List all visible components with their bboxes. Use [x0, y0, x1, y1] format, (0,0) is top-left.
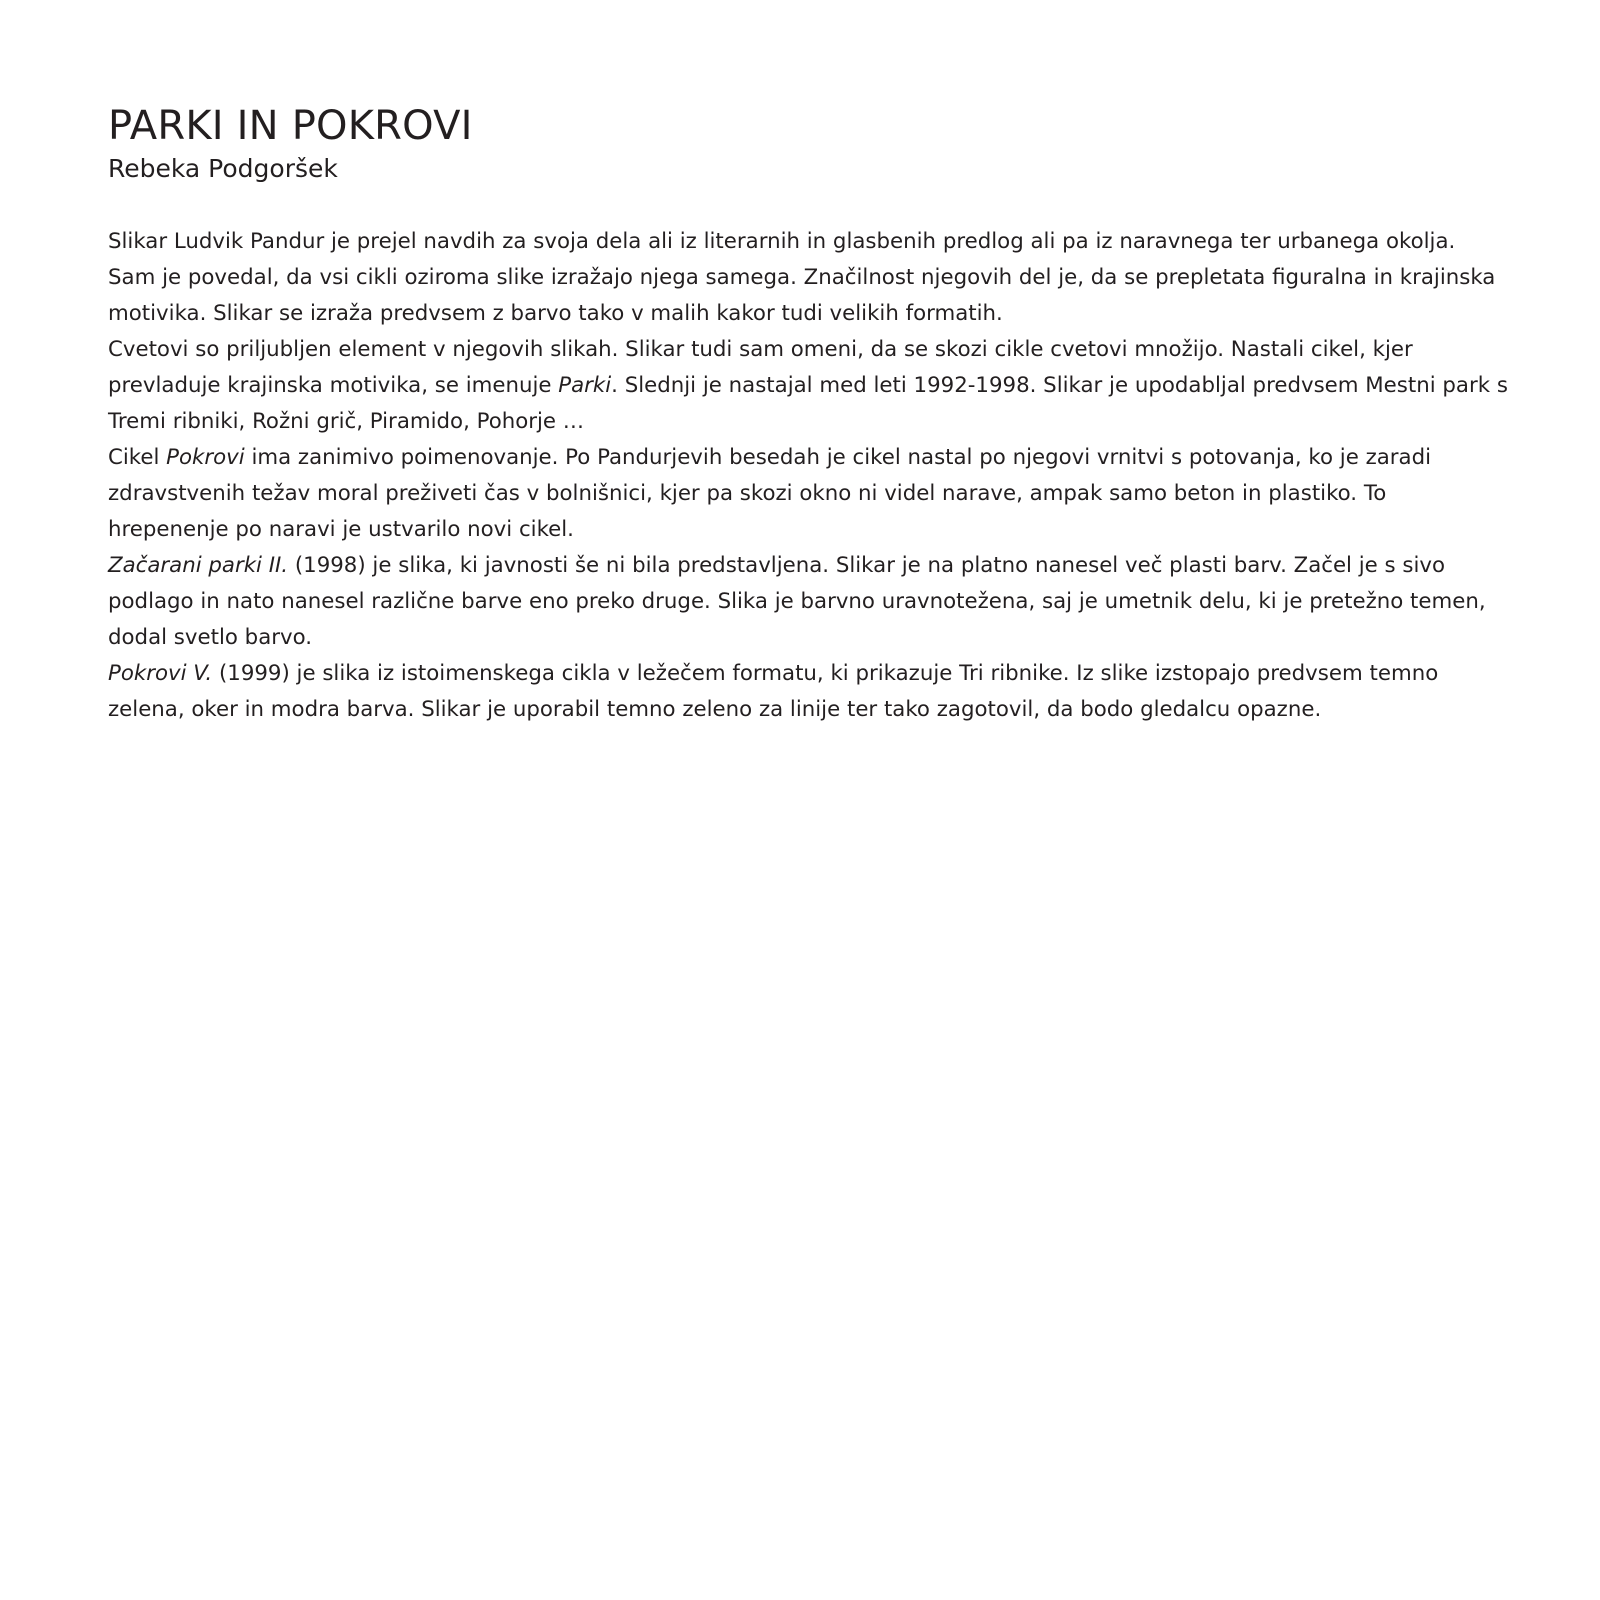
article-body: [108, 224, 1508, 728]
paragraph-3: [108, 440, 1508, 548]
work-title-pokrovi: Pokrovi: [166, 445, 245, 470]
paragraph-2: [108, 332, 1508, 440]
work-title-zacarani-parki: Začarani parki II.: [108, 553, 289, 578]
paragraph-1: [108, 224, 1508, 332]
paragraph-text: (1998) je slika, ki javnosti še ni bila predstavljena. Slikar je na platno nanesel več plasti barv. Začel je s sivo podlago in nato nanesel različne barve eno preko druge. Slika je barvno uravnotežena, saj je umetnik delu, ki je pretežno temen, dodal svetlo barvo.: [108, 553, 1486, 650]
paragraph-text: Cvetovi so priljubljen element v njegovih slikah. Slikar tudi sam omeni, da se skozi cikle cvetovi množijo. Nastali cikel, kjer prevladuje krajinska motivika, se imenuje: [108, 337, 1413, 398]
article: [108, 100, 1508, 728]
paragraph-4: [108, 548, 1508, 656]
paragraph-text: (1999) je slika iz istoimenskega cikla v ležečem formatu, ki prikazuje Tri ribnike. Iz slike izstopajo predvsem temno zelena, oker in modra barva. Slikar je uporabil temno zeleno za linije ter tako zagotovil, da bodo gledalcu opazne.: [108, 661, 1439, 722]
paragraph-text: Cikel: [108, 445, 167, 470]
article-author: Rebeka Podgoršek: [108, 154, 338, 183]
paragraph-text: . Slednji je nastajal med leti 1992-1998. Slikar je upodabljal predvsem Mestni park s Tremi ribniki, Rožni grič, Piramido, Pohorje …: [108, 373, 1508, 434]
paragraph-text: ima zanimivo poimenovanje. Po Pandurjevih besedah je cikel nastal po njegovi vrnitvi s potovanja, ko je zaradi zdravstvenih težav moral preživeti čas v bolnišnici, kjer pa skozi okno ni videl narave, ampak samo beton in plastiko. To hrepenenje po naravi je ustvarilo novi cikel.: [108, 445, 1432, 542]
work-title-pokrovi-v: Pokrovi V.: [108, 661, 213, 686]
paragraph-text: Slikar Ludvik Pandur je prejel navdih za svoja dela ali iz literarnih in glasbenih predlog ali pa iz naravnega ter urbanega okolja. Sam je povedal, da vsi cikli oziroma slike izražajo njega samega. Značilnost njegovih del je, da se prepletata figuralna in krajinska motivika. Slikar se izraža predvsem z barvo tako v malih kakor tudi velikih formatih.: [108, 229, 1496, 326]
work-title-parki: Parki: [558, 373, 612, 398]
article-title: PARKI IN POKROVI: [108, 103, 473, 149]
paragraph-5: [108, 656, 1508, 728]
